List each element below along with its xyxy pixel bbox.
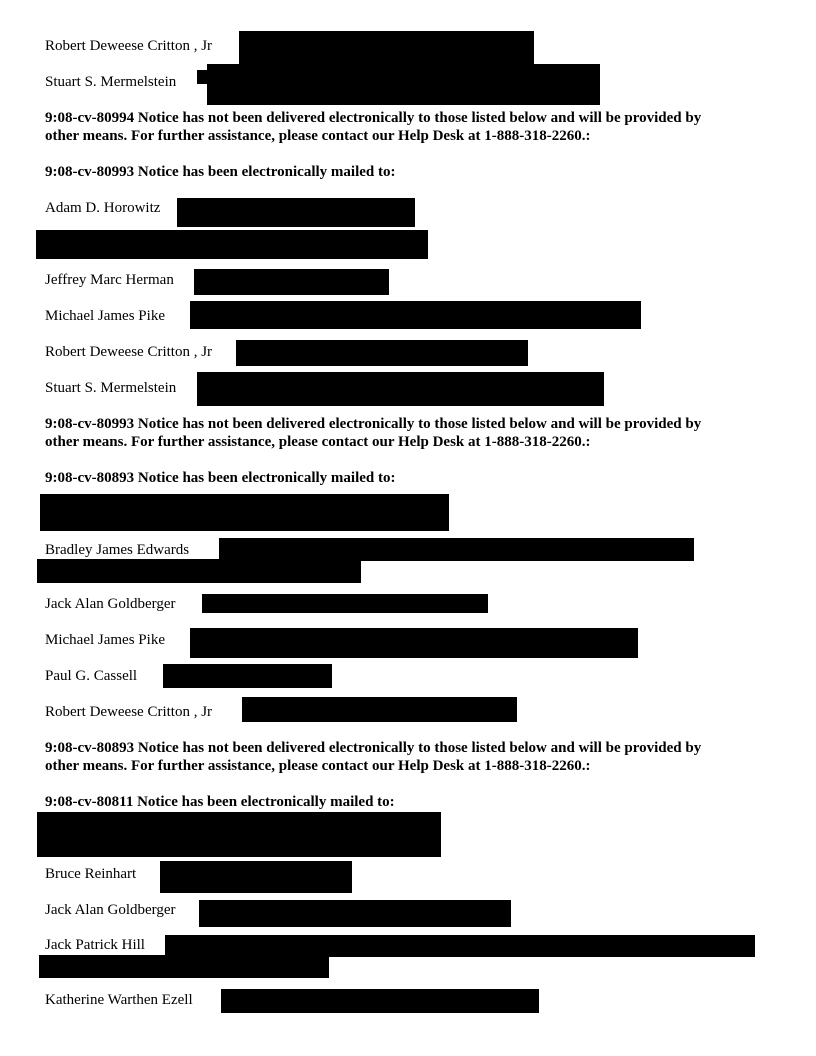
redaction-box [177,198,415,227]
redaction-box [202,594,488,613]
redaction-box [194,269,389,295]
redaction-box [163,664,332,688]
redaction-box [221,989,539,1013]
redaction-box [207,64,600,105]
notice-heading-line: other means. For further assistance, please contact our Help Desk at 1-888-318-2260.: [45,128,591,144]
notice-heading-line: other means. For further assistance, please contact our Help Desk at 1-888-318-2260.: [45,434,591,450]
redaction-box [239,31,534,64]
redaction-box [242,697,517,722]
recipient-name: Jeffrey Marc Herman [45,272,174,288]
recipient-name: Katherine Warthen Ezell [45,992,193,1008]
recipient-name: Stuart S. Mermelstein [45,74,177,90]
notice-heading-line: 9:08-cv-80893 Notice has not been delivered electronically to those listed below and will be provided by [45,740,702,756]
notice-heading [45,739,775,775]
redaction-box [36,230,428,259]
notice-heading [45,109,775,145]
notice-heading: 9:08-cv-80811 Notice has been electronically mailed to: [45,794,395,810]
notice-heading-line: 9:08-cv-80994 Notice has not been delivered electronically to those listed below and will be provided by [45,110,702,126]
notice-heading [45,415,775,451]
redaction-box [37,559,361,583]
recipient-name: Jack Alan Goldberger [45,902,176,918]
recipient-name: Michael James Pike [45,308,165,324]
redaction-box [190,301,641,329]
redaction-box [199,900,511,927]
redaction-box [190,628,638,658]
recipient-name: Bradley James Edwards [45,542,190,558]
recipient-name: Stuart S. Mermelstein [45,380,177,396]
redaction-box [197,372,604,406]
notice-heading-line: other means. For further assistance, please contact our Help Desk at 1-888-318-2260.: [45,758,591,774]
recipient-name: Robert Deweese Critton , Jr [45,704,213,720]
notice-heading: 9:08-cv-80893 Notice has been electronically mailed to: [45,470,396,486]
recipient-name: Michael James Pike [45,632,165,648]
redaction-box [165,935,755,957]
redaction-box [39,955,329,978]
redaction-box [236,340,528,366]
redaction-box [160,861,352,893]
recipient-name: Robert Deweese Critton , Jr [45,38,213,54]
redaction-box [40,494,449,531]
redaction-box [37,812,441,857]
recipient-name: Paul G. Cassell [45,668,138,684]
notice-heading-line: 9:08-cv-80993 Notice has not been delivered electronically to those listed below and will be provided by [45,416,702,432]
recipient-name: Robert Deweese Critton , Jr [45,344,213,360]
redaction-box [219,538,694,561]
recipient-name: Bruce Reinhart [45,866,137,882]
recipient-name: Adam D. Horowitz [45,200,161,216]
notice-heading: 9:08-cv-80993 Notice has been electronically mailed to: [45,164,396,180]
recipient-name: Jack Patrick Hill [45,937,145,953]
recipient-name: Jack Alan Goldberger [45,596,176,612]
